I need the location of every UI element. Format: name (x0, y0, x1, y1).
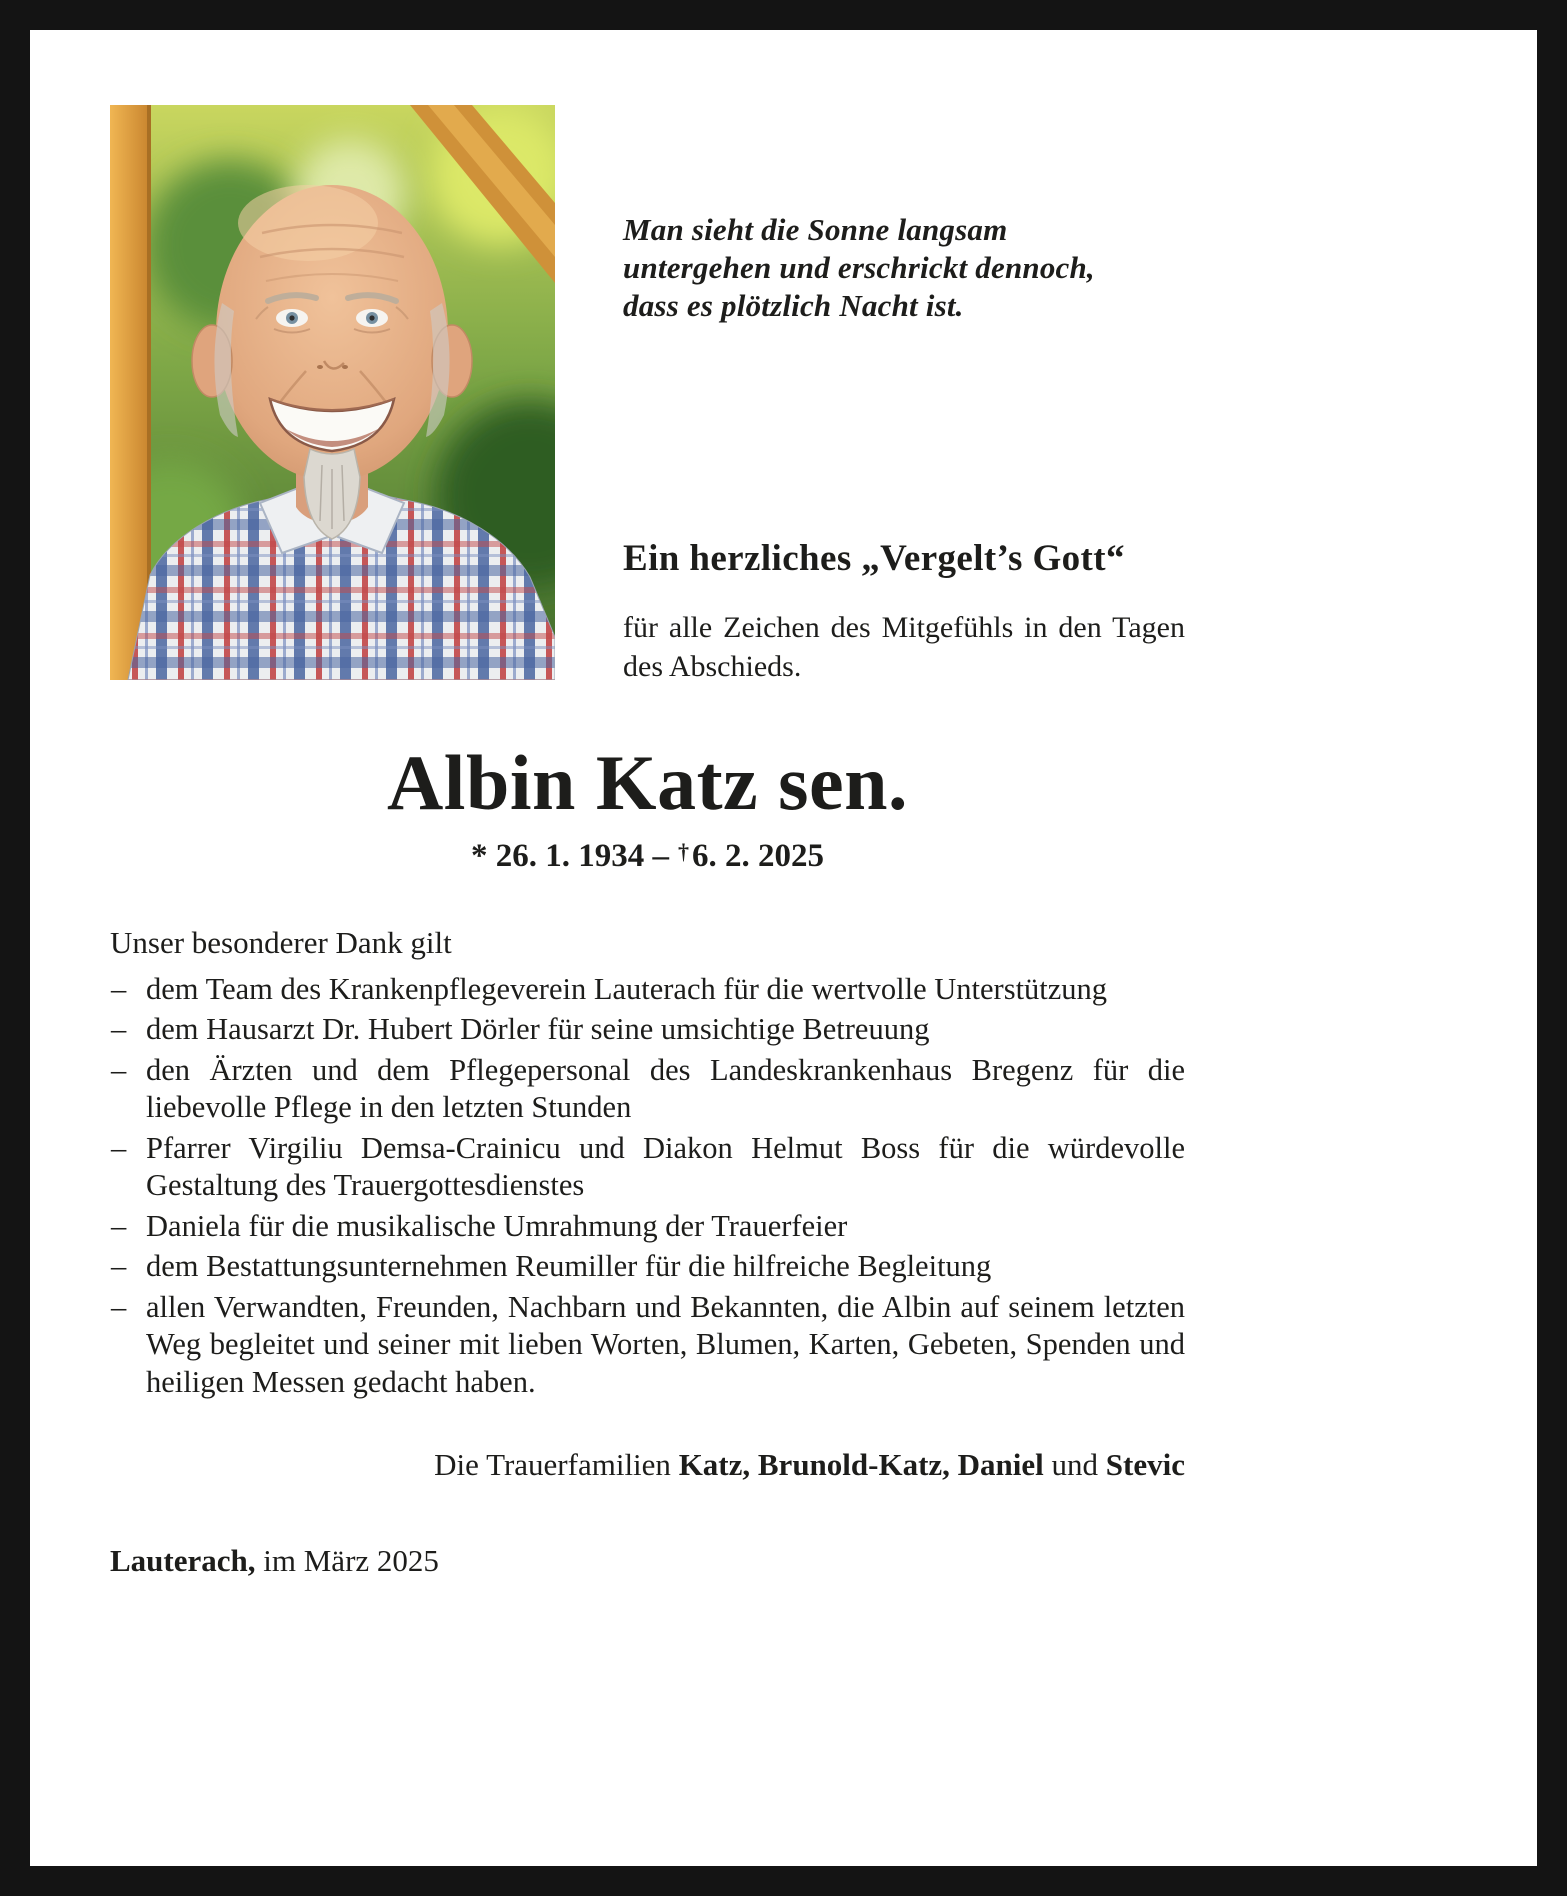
family-conjunction: und (1051, 1447, 1099, 1483)
life-dates (110, 838, 1185, 875)
death-date: 6. 2. 2025 (692, 837, 824, 874)
list-item (110, 1052, 1185, 1127)
thanks-heading: Ein herzliches „Vergelt’s Gott“ (623, 538, 1125, 579)
list-item-text: Pfarrer Virgiliu Demsa-Crainicu und Diakon Helmut Boss für die würdevolle Gestaltung des Trauergottesdienstes (146, 1130, 1185, 1203)
list-item (110, 1289, 1185, 1402)
acknowledgement-list (110, 971, 1185, 1402)
quote-line: Man sieht die Sonne langsam (623, 212, 1008, 247)
birth-date: * 26. 1. 1934 – (471, 837, 669, 874)
family-prefix: Die Trauerfamilien (434, 1447, 671, 1483)
deceased-name: Albin Katz sen. (386, 739, 909, 826)
list-item (110, 971, 1185, 1009)
dagger-icon: † (678, 838, 689, 864)
list-item (110, 1130, 1185, 1205)
dash-bullet: – (111, 1289, 127, 1324)
dash-bullet: – (111, 1208, 127, 1243)
mourning-families-line (110, 1447, 1185, 1483)
quote-and-thanks (623, 105, 1185, 686)
quote-text (623, 211, 1185, 325)
list-item-text: allen Verwandten, Freunden, Nachbarn und Bekannten, die Albin auf seinem letzten Weg begleitet und seiner mit lieben Worten, Blumen, Karten, Gebeten, Spenden und heiligen Messen gedacht haben. (146, 1289, 1185, 1399)
dash-bullet: – (111, 971, 127, 1006)
dash-bullet: – (111, 1052, 127, 1087)
list-item (110, 1011, 1185, 1049)
list-item (110, 1208, 1185, 1246)
quote-line: dass es plötzlich Nacht ist. (623, 288, 964, 323)
place-label: Lauterach, (110, 1543, 256, 1579)
quote-line: untergehen und erschrickt dennoch, (623, 250, 1095, 285)
dash-bullet: – (111, 1249, 127, 1284)
place-date-line (110, 1543, 1185, 1579)
thanks-body: für alle Zeichen des Mitgefühls in den Tagen des Abschieds. (623, 611, 1185, 683)
list-item (110, 1248, 1185, 1286)
portrait-photo (110, 105, 555, 680)
content-column (30, 30, 1537, 1579)
dash-bullet: – (111, 1012, 127, 1047)
family-names: Katz, Brunold-Katz, Daniel (678, 1447, 1044, 1483)
portrait-photo-illustration (110, 105, 555, 680)
list-item-text: dem Hausarzt Dr. Hubert Dörler für seine umsichtige Betreuung (146, 1012, 930, 1047)
list-item-text: dem Team des Krankenpflegeverein Lauterach für die wertvolle Unterstützung (146, 971, 1108, 1006)
list-item-text: Daniela für die musikalische Umrahmung der Trauerfeier (146, 1208, 848, 1243)
acknowledgement-intro: Unser besonderer Dank gilt (110, 924, 452, 960)
list-item-text: dem Bestattungsunternehmen Reumiller für die hilfreiche Begleitung (146, 1249, 992, 1284)
dash-bullet: – (111, 1130, 127, 1165)
family-name-stevic: Stevic (1105, 1447, 1185, 1483)
paper-sheet (30, 30, 1537, 1866)
top-section (110, 105, 1185, 686)
list-item-text: den Ärzten und dem Pflegepersonal des Landeskrankenhaus Bregenz für die liebevolle Pflege in den letzten Stunden (146, 1052, 1185, 1125)
date-label: im März 2025 (263, 1543, 439, 1579)
